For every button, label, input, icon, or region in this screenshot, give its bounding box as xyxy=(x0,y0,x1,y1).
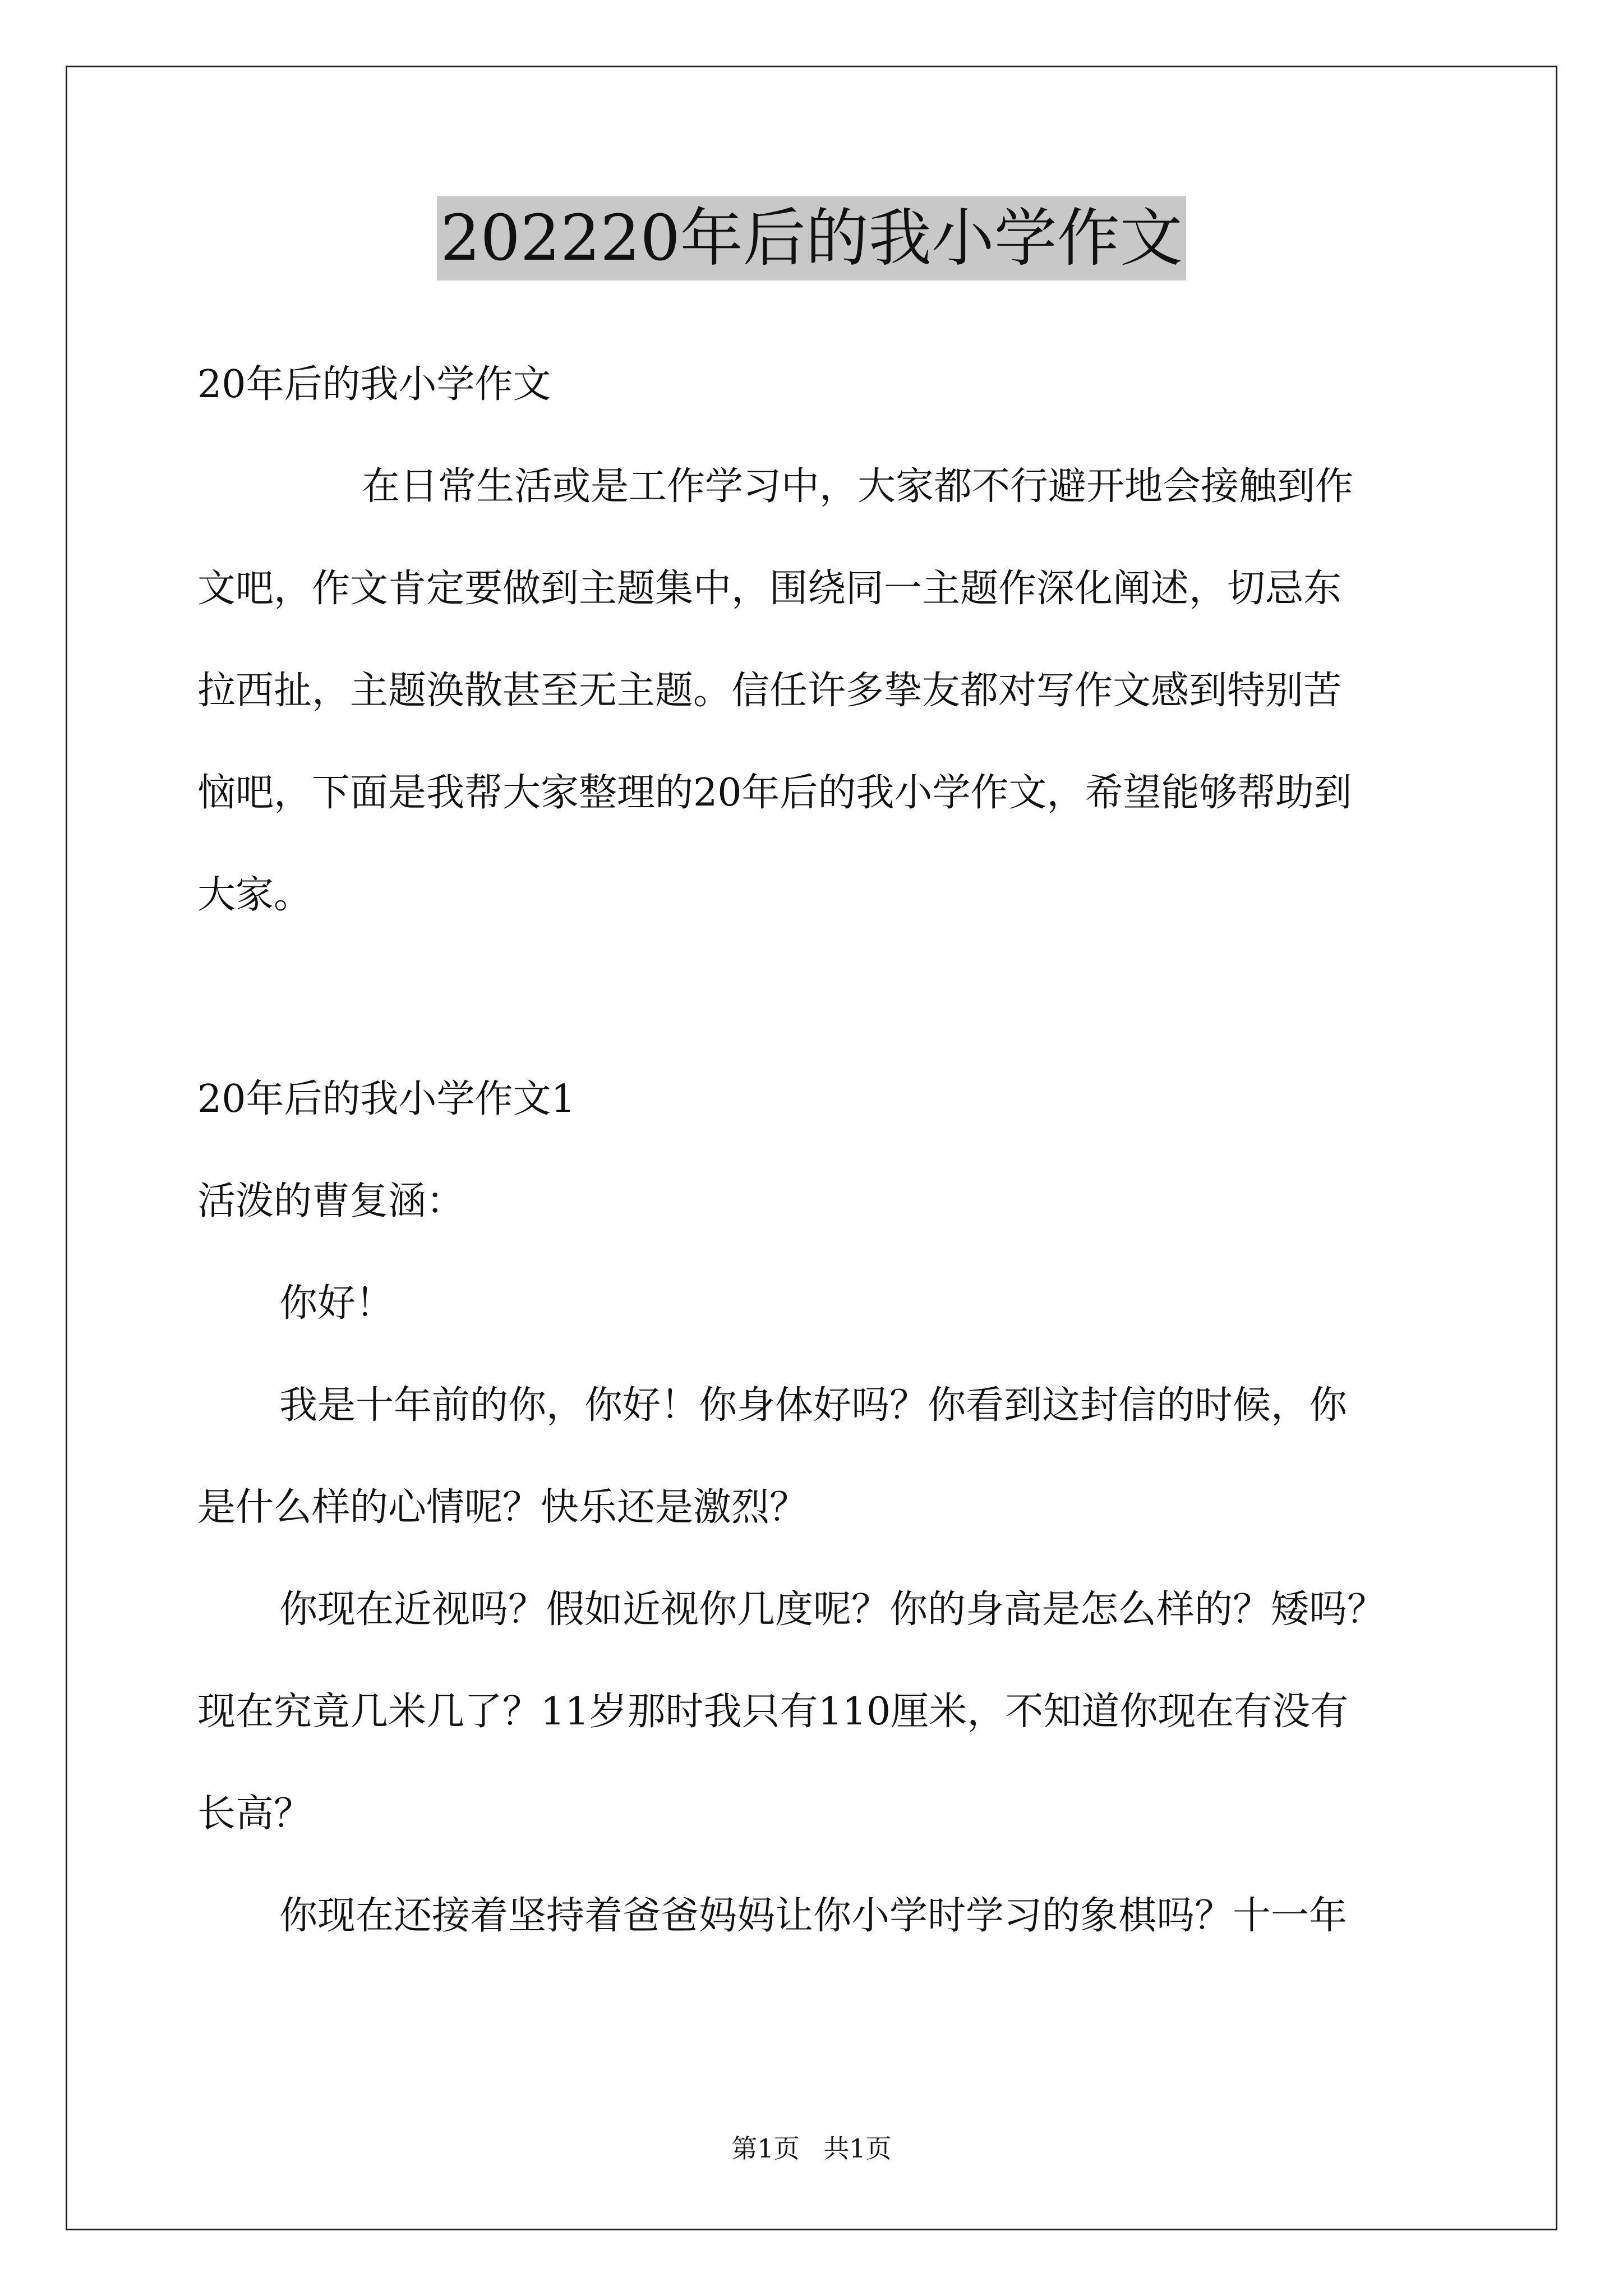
page-footer xyxy=(0,2132,1623,2165)
subtitle-line: 20年后的我小学作文 xyxy=(197,362,551,407)
paragraph-line: 你现在还接着坚持着爸爸妈妈让你小学时学习的象棋吗？十一年 xyxy=(279,1894,1348,1938)
salutation-line: 活泼的曹复涵： xyxy=(197,1179,465,1223)
greeting-line: 你好！ xyxy=(279,1281,394,1326)
page-number-total: 共1页 xyxy=(823,2133,892,2164)
document-title: 202220年后的我小学作文 xyxy=(437,196,1186,280)
paragraph-line: 在日常生活或是工作学习中，大家都不行避开地会接触到作 xyxy=(362,464,1354,509)
paragraph-line: 你现在近视吗？假如近视你几度呢？你的身高是怎么样的？矮吗？ xyxy=(279,1588,1386,1632)
paragraph-line: 现在究竟几米几了？11岁那时我只有110厘米，不知道你现在有没有 xyxy=(197,1690,1349,1734)
document-body xyxy=(197,334,1459,1967)
page-number-current: 第1页 xyxy=(731,2133,800,2164)
paragraph-line: 我是十年前的你，你好！你身体好吗？你看到这封信的时候，你 xyxy=(279,1383,1348,1428)
paragraph-line: 文吧，作文肯定要做到主题集中，围绕同一主题作深化阐述，切忌东 xyxy=(197,567,1342,611)
section-heading: 20年后的我小学作文1 xyxy=(197,1077,575,1121)
paragraph-line: 是什么样的心情呢？快乐还是激烈？ xyxy=(197,1485,808,1530)
paragraph-line: 恼吧，下面是我帮大家整理的20年后的我小学作文，希望能够帮助到 xyxy=(197,771,1352,815)
paragraph-line: 大家。 xyxy=(197,873,312,917)
title-container xyxy=(0,196,1623,280)
paragraph-line: 长高？ xyxy=(197,1792,312,1836)
blank-line xyxy=(197,946,1459,1048)
paragraph-line: 拉西扯，主题涣散甚至无主题。信任许多挚友都对写作文感到特别苦 xyxy=(197,669,1342,713)
